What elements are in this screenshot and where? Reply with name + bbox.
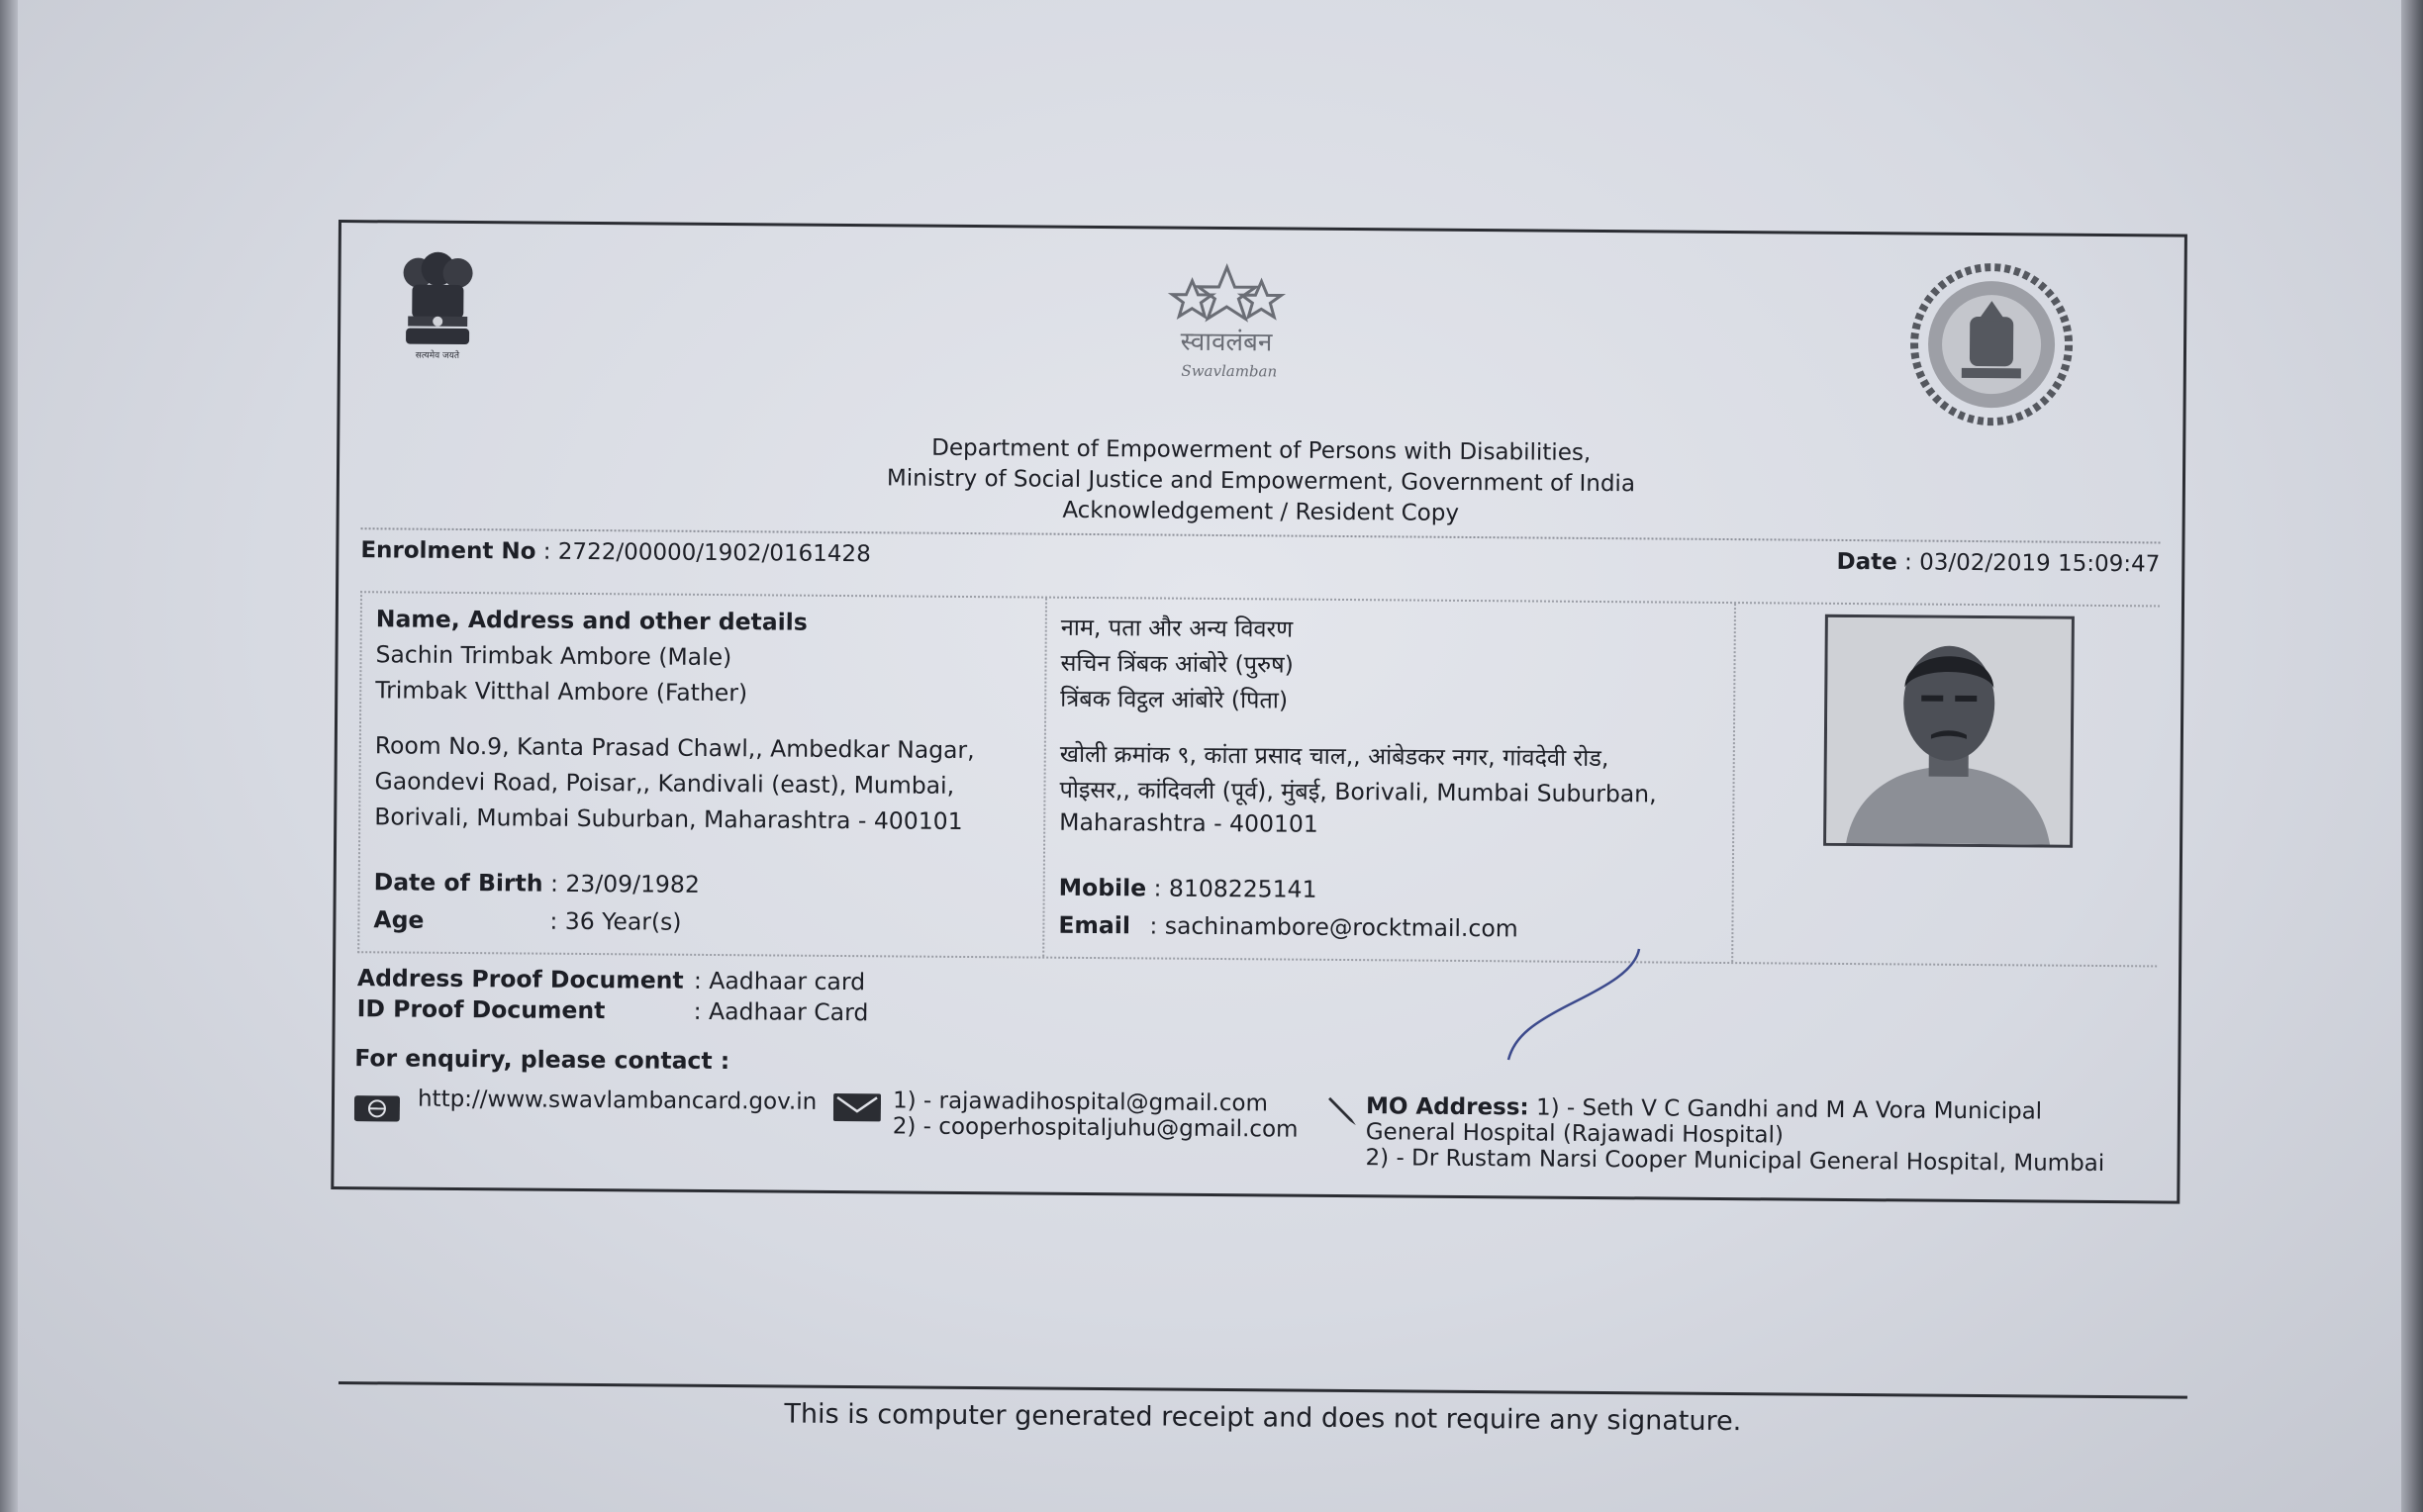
pen-mark <box>1495 945 1653 1064</box>
age-value: : 36 Year(s) <box>549 906 682 936</box>
address-line-1-hi: खोली क्रमांक ९, कांता प्रसाद चाल,, आंबेडकर नगर, गांवदेवी रोड, <box>1059 739 1609 773</box>
emblem-caption: सत्यमेव जयते <box>415 350 460 361</box>
logo-caption: स्वावलंबन <box>1180 327 1273 358</box>
acknowledgement-card <box>331 220 2187 1204</box>
details-table <box>357 591 2160 967</box>
email-contact-1[interactable]: 1) - rajawadihospital@gmail.com <box>892 1087 1269 1117</box>
ministry-line: Ministry of Social Justice and Empowerment, Government of India <box>886 465 1636 498</box>
dob-value: : 23/09/1982 <box>549 869 700 898</box>
id-proof-value: : Aadhaar Card <box>693 996 869 1027</box>
father-name: Trimbak Vitthal Ambore (Father) <box>375 676 748 708</box>
mo-address-1b: General Hospital (Rajawadi Hospital) <box>1365 1119 1785 1149</box>
address-line-2: Gaondevi Road, Poisar,, Kandivali (east), Mumbai, <box>374 767 955 800</box>
details-english <box>359 593 1047 956</box>
enrolment-label: Enrolment No <box>360 537 536 565</box>
web-icon <box>354 1093 400 1129</box>
details-heading-hi: नाम, पता और अन्य विवरण <box>1060 613 1294 643</box>
details-hindi <box>1044 599 1736 962</box>
father-name-hi: त्रिंबक विट्ठल आंबोरे (पिता) <box>1060 684 1289 714</box>
page-edge-right <box>2401 0 2423 1512</box>
email-value: : sachinambore@rocktmail.com <box>1149 911 1518 943</box>
date-value: : 03/02/2019 15:09:47 <box>1903 549 2161 578</box>
mo-address-2: 2) - Dr Rustam Narsi Cooper Municipal General Hospital, Mumbai <box>1365 1145 2105 1178</box>
address-line-2-hi: पोइसर,, कांदिवली (पूर्व), मुंबई, Borivali, Mumbai Suburban, <box>1059 775 1657 808</box>
address-line-1: Room No.9, Kanta Prasad Chawl,, Ambedkar Nagar, <box>374 731 975 765</box>
footer-divider <box>339 1381 2187 1399</box>
date-label: Date <box>1836 548 1897 576</box>
email-label: Email <box>1058 910 1131 940</box>
age-label: Age <box>373 905 425 934</box>
address-proof-value: : Aadhaar card <box>693 966 866 996</box>
enrolment-row <box>360 527 2160 579</box>
details-heading-en: Name, Address and other details <box>375 605 808 636</box>
address-line-3: Borivali, Mumbai Suburban, Maharashtra - 400101 <box>374 803 963 835</box>
pen-icon <box>1326 1093 1360 1133</box>
dob-label: Date of Birth <box>373 868 543 898</box>
department-line: Department of Empowerment of Persons with Disabilities, <box>931 434 1592 466</box>
photo-cell <box>1733 604 2162 965</box>
mo-address-label: MO Address: <box>1365 1093 1529 1121</box>
page-edge-left <box>0 0 18 1512</box>
address-proof-label: Address Proof Document <box>356 964 684 994</box>
mobile-label: Mobile <box>1058 873 1147 902</box>
applicant-name-hi: सचिन त्रिंबक आंबोरे (पुरुष) <box>1060 648 1294 679</box>
maharashtra-seal-icon <box>1907 260 2075 427</box>
applicant-photo <box>1823 614 2075 848</box>
enrolment-value: : 2722/00000/1902/0161428 <box>542 538 871 568</box>
website-link[interactable]: http://www.swavlambancard.gov.in <box>417 1086 818 1115</box>
swavlamban-logo-icon <box>1152 260 1302 388</box>
enquiry-contacts <box>353 1084 2168 1186</box>
copy-type: Acknowledgement / Resident Copy <box>1062 497 1460 526</box>
department-heading <box>339 428 2183 535</box>
proof-documents <box>357 963 869 1028</box>
footer-note: This is computer generated receipt and does not require any signature. <box>784 1398 1742 1438</box>
mail-icon <box>833 1091 881 1129</box>
email-contact-2[interactable]: 2) - cooperhospitaljuhu@gmail.com <box>892 1113 1299 1143</box>
mo-address-1a: 1) - Seth V C Gandhi and M A Vora Municipal <box>1535 1094 2043 1125</box>
mobile-value: : 8108225141 <box>1153 874 1317 903</box>
logo-subcaption: Swavlamban <box>1181 361 1278 381</box>
id-proof-label: ID Proof Document <box>356 994 606 1025</box>
applicant-name: Sachin Trimbak Ambore (Male) <box>375 640 732 672</box>
address-line-3-hi: Maharashtra - 400101 <box>1059 807 1318 838</box>
ashoka-emblem-icon <box>398 250 478 362</box>
enquiry-title: For enquiry, please contact : <box>354 1044 730 1076</box>
